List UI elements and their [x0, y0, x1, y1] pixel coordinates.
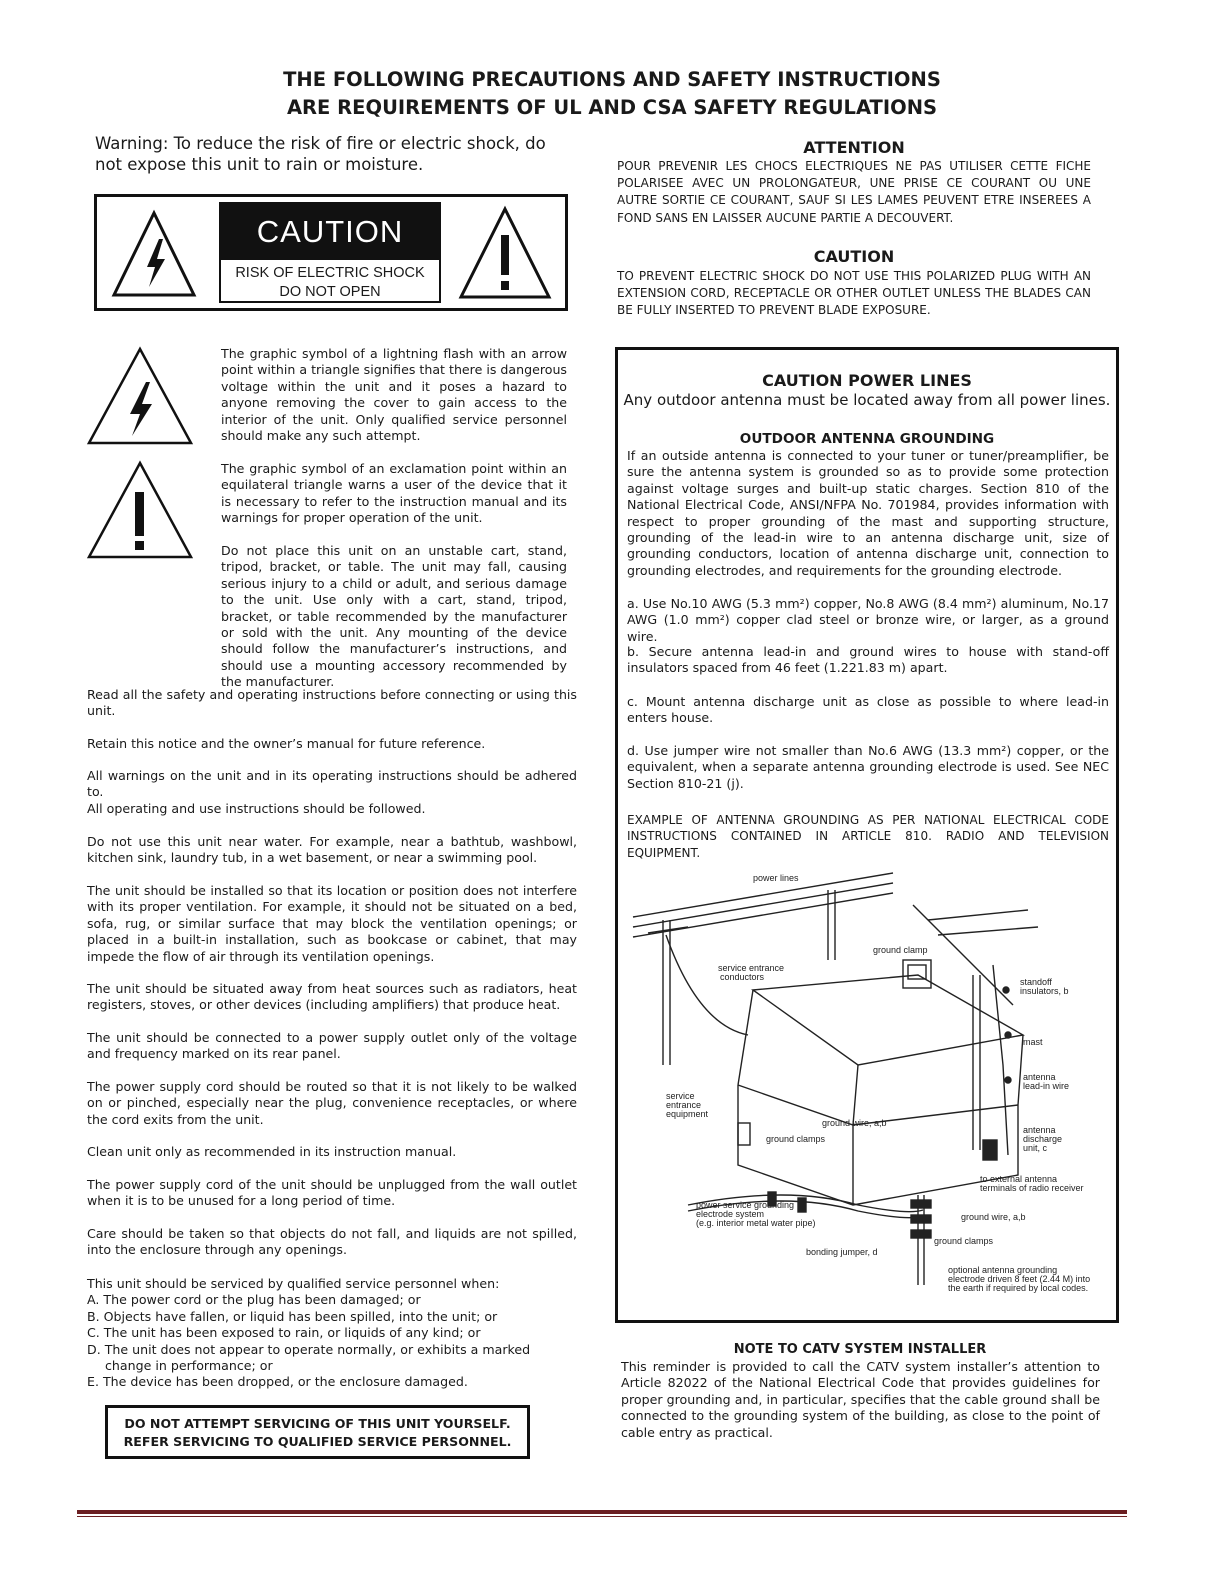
exclamation-triangle-icon	[457, 205, 553, 301]
instruction-item: Care should be taken so that objects do not fall, and liquids are not spilled, into the enclosure through any openings.	[87, 1226, 577, 1258]
service-item: E. The device has been dropped, or the enclosure damaged.	[87, 1374, 468, 1390]
lightning-triangle-icon	[111, 209, 197, 299]
grounding-text: If an outside antenna is connected to your tuner or tuner/preamplifier, be sure the antenna system is grounded so as to provide some protection against voltage surges and built-up static charges. Section 810 of the National Electrical Code, ANSI/NFPA No. 701984, provides information with respect to proper grounding of the mast and supporting structure, grounding of the lead-in wire to an antenna discharge unit, size of grounding conductors, location of antenna discharge unit, connection to grounding electrodes, and requirements for the grounding electrode.	[627, 448, 1109, 578]
power-lines-heading: CAUTION POWER LINES	[762, 371, 972, 390]
grounding-item-d: d. Use jumper wire not smaller than No.6 AWG (13.3 mm²) copper, or the equivalent, when a separate antenna grounding electrode is used. See NEC Section 810-21 (j).	[627, 743, 1109, 791]
diagram-label: bonding jumper, d	[806, 1247, 878, 1257]
diagram-label: ground clamp	[873, 945, 928, 955]
french-text: POUR PREVENIR LES CHOCS ELECTRIQUES NE PAS UTILISER CETTE FICHE POLARISEE AVEC UN PROLONGATEUR, UNE PRISE CE COURANT OU UNE AUTRE SORTIE CE COURANT, SAUF SI LES LAMES PEUVENT ETRE INSEREES A FOND SANS EN LAISSER AUCUNE PARTIE A DECOUVERT.	[617, 159, 1091, 225]
english-caution-text: TO PREVENT ELECTRIC SHOCK DO NOT USE THIS POLARIZED PLUG WITH AN EXTENSION CORD, RECEPTACLE OR OTHER OUTLET UNLESS THE BLADES CAN BE FULLY INSERTED TO PREVENT BLADE EXPOSURE.	[617, 269, 1091, 318]
service-item: A. The power cord or the plug has been damaged; or	[87, 1292, 421, 1308]
french-heading: ATTENTION	[803, 138, 905, 157]
power-lines-text: Any outdoor antenna must be located away from all power lines.	[623, 391, 1111, 409]
diagram-label: conductors	[720, 972, 765, 982]
diagram-label: electrode driven 8 feet (2.44 M) into	[948, 1274, 1091, 1284]
exclamation-symbol-icon	[86, 460, 194, 560]
instruction-item: Do not use this unit near water. For example, near a bathtub, washbowl, kitchen sink, laundry tub, in a wet basement, or near a swimming pool.	[87, 834, 577, 866]
diagram-label: antenna	[1023, 1072, 1056, 1082]
diagram-label: equipment	[666, 1109, 709, 1119]
instruction-item: The unit should be installed so that its location or position does not interfere with its proper ventilation. For example, it should not be situated on a bed, sofa, rug, or similar surface that may block the ventilation openings; or placed in a built-in installation, such as bookcase or cabinet, that may impede the flow of air through its ventilation openings.	[87, 883, 577, 964]
service-list	[87, 1276, 577, 1391]
english-caution-heading: CAUTION	[813, 247, 895, 266]
diagram-label: insulators, b	[1020, 986, 1069, 996]
instruction-item: The unit should be situated away from heat sources such as radiators, heat registers, stoves, or other devices (including amplifiers) that produce heat.	[87, 981, 577, 1013]
caution-subtext	[221, 264, 439, 302]
service-item: B. Objects have fallen, or liquid has been spilled, into the unit; or	[87, 1308, 498, 1324]
lightning-symbol-text: The graphic symbol of a lightning flash with an arrow point within a triangle signifies that there is dangerous voltage within the unit and it poses a hazard to anyone removing the cover to gain access to the interior of the unit. Only qualified service personnel should make any such attempt.	[221, 346, 567, 444]
caution-label	[219, 202, 441, 303]
do-not-service-box	[105, 1405, 530, 1459]
diagram-label: (e.g. interior metal water pipe)	[696, 1218, 816, 1228]
instruction-item: Read all the safety and operating instructions before connecting or using this unit.	[87, 687, 577, 719]
title-line-1: THE FOLLOWING PRECAUTIONS AND SAFETY INSTRUCTIONS	[283, 68, 941, 91]
title-line-2: ARE REQUIREMENTS OF UL AND CSA SAFETY REGULATIONS	[286, 96, 938, 119]
diagram-labels	[666, 873, 1090, 1293]
instruction-item: The power supply cord of the unit should be unplugged from the wall outlet when it is to be unused for a long period of time.	[87, 1177, 577, 1209]
diagram-label: ground clamps	[766, 1134, 826, 1144]
diagram-label: mast	[1023, 1037, 1043, 1047]
diagram-label: power service grounding	[696, 1200, 795, 1210]
grounding-heading: OUTDOOR ANTENNA GROUNDING	[739, 431, 995, 447]
exclamation-symbol-text: The graphic symbol of an exclamation point within an equilateral triangle warns a user of the device that it is necessary to refer to the instruction manual and its warnings for proper operation of the unit.	[221, 461, 567, 526]
caution-line-2: DO NOT OPEN	[279, 284, 381, 300]
grounding-item-a: a. Use No.10 AWG (5.3 mm²) copper, No.8 AWG (8.4 mm²) aluminum, No.17 AWG (1.0 mm²) copper clad steel or bronze wire, or larger, as a ground wire.	[627, 596, 1109, 644]
diagram-label: service	[666, 1091, 695, 1101]
instruction-item: Retain this notice and the owner’s manual for future reference.	[87, 736, 486, 751]
footer-rule	[77, 1510, 1127, 1514]
warning-text: Warning: To reduce the risk of fire or electric shock, do not expose this unit to rain or moisture.	[95, 134, 546, 174]
diagram-label: discharge	[1023, 1134, 1063, 1144]
grounding-item-b: b. Secure antenna lead-in and ground wires to house with stand-off insulators spaced from 46 feet (1.221.83 m) apart.	[627, 644, 1109, 676]
diagram-label: standoff	[1020, 977, 1052, 987]
caution-line-1: RISK OF ELECTRIC SHOCK	[235, 265, 425, 281]
caution-heading: CAUTION	[221, 204, 439, 260]
footer-rule-thin	[77, 1516, 1127, 1517]
catv-heading: NOTE TO CATV SYSTEM INSTALLER	[733, 1342, 987, 1357]
instruction-item: All warnings on the unit and in its operating instructions should be adhered to.	[87, 768, 577, 800]
diagram-label: optional antenna grounding	[948, 1265, 1058, 1275]
diagram-label: unit, c	[1023, 1143, 1048, 1153]
instruction-item: The unit should be connected to a power supply outlet only of the voltage and frequency marked on its rear panel.	[87, 1030, 577, 1062]
diagram-label: terminals of radio receiver	[980, 1183, 1084, 1193]
diagram-label: entrance	[666, 1100, 702, 1110]
grounding-example: EXAMPLE OF ANTENNA GROUNDING AS PER NATIONAL ELECTRICAL CODE INSTRUCTIONS CONTAINED IN ARTICLE 810. RADIO AND TELEVISION EQUIPMENT.	[627, 813, 1109, 860]
diagram-label: lead-in wire	[1023, 1081, 1070, 1091]
diagram-label: electrode system	[696, 1209, 765, 1219]
caution-label-box	[94, 194, 568, 311]
service-intro: This unit should be serviced by qualified service personnel when:	[87, 1276, 500, 1291]
diagram-label: to external antenna	[980, 1174, 1058, 1184]
antenna-grounding-diagram	[628, 865, 1108, 1295]
diagram-label: the earth if required by local codes.	[948, 1283, 1089, 1293]
service-item: change in performance; or	[105, 1358, 273, 1374]
instruction-item: Clean unit only as recommended in its instruction manual.	[87, 1144, 457, 1159]
do-not-service-line-2: REFER SERVICING TO QUALIFIED SERVICE PERSONNEL.	[123, 1434, 512, 1449]
page-title	[0, 66, 1224, 122]
diagram-label: power lines	[753, 873, 799, 883]
diagram-label: antenna	[1023, 1125, 1056, 1135]
catv-text: This reminder is provided to call the CATV system installer’s attention to Article 82022 of the National Electrical Code that provides guidelines for proper grounding and, in particular, specifies that the cable ground shall be connected to the grounding system of the building, as close to the point of cable entry as practical.	[621, 1359, 1100, 1440]
lightning-symbol-icon	[86, 346, 194, 446]
diagram-label: ground clamps	[934, 1236, 994, 1246]
cart-warning-text: Do not place this unit on an unstable cart, stand, tripod, bracket, or table. The unit may fall, causing serious injury to a child or adult, and serious damage to the unit. Use only with a cart, stand, tripod, bracket, or table recommended by the manufacturer or sold with the unit. Any mounting of the device should follow the manufacturer’s instructions, and should use a mounting accessory recommended by the manufacturer.	[221, 543, 567, 690]
diagram-label: ground wire, a,b	[961, 1212, 1026, 1222]
instruction-item: All operating and use instructions should be followed.	[87, 801, 426, 816]
do-not-service-line-1: DO NOT ATTEMPT SERVICING OF THIS UNIT YOURSELF.	[124, 1416, 511, 1431]
antenna-grounding-box	[615, 347, 1119, 1323]
grounding-item-c: c. Mount antenna discharge unit as close as possible to where lead-in enters house.	[627, 694, 1109, 726]
service-item: D. The unit does not appear to operate normally, or exhibits a marked	[87, 1341, 531, 1357]
service-item: C. The unit has been exposed to rain, or liquids of any kind; or	[87, 1325, 481, 1341]
instruction-item: The power supply cord should be routed so that it is not likely to be walked on or pinched, especially near the plug, convenience receptacles, or where the cord exits from the unit.	[87, 1079, 577, 1127]
diagram-label: ground wire, a,b	[822, 1118, 887, 1128]
diagram-label: service entrance	[718, 963, 785, 973]
